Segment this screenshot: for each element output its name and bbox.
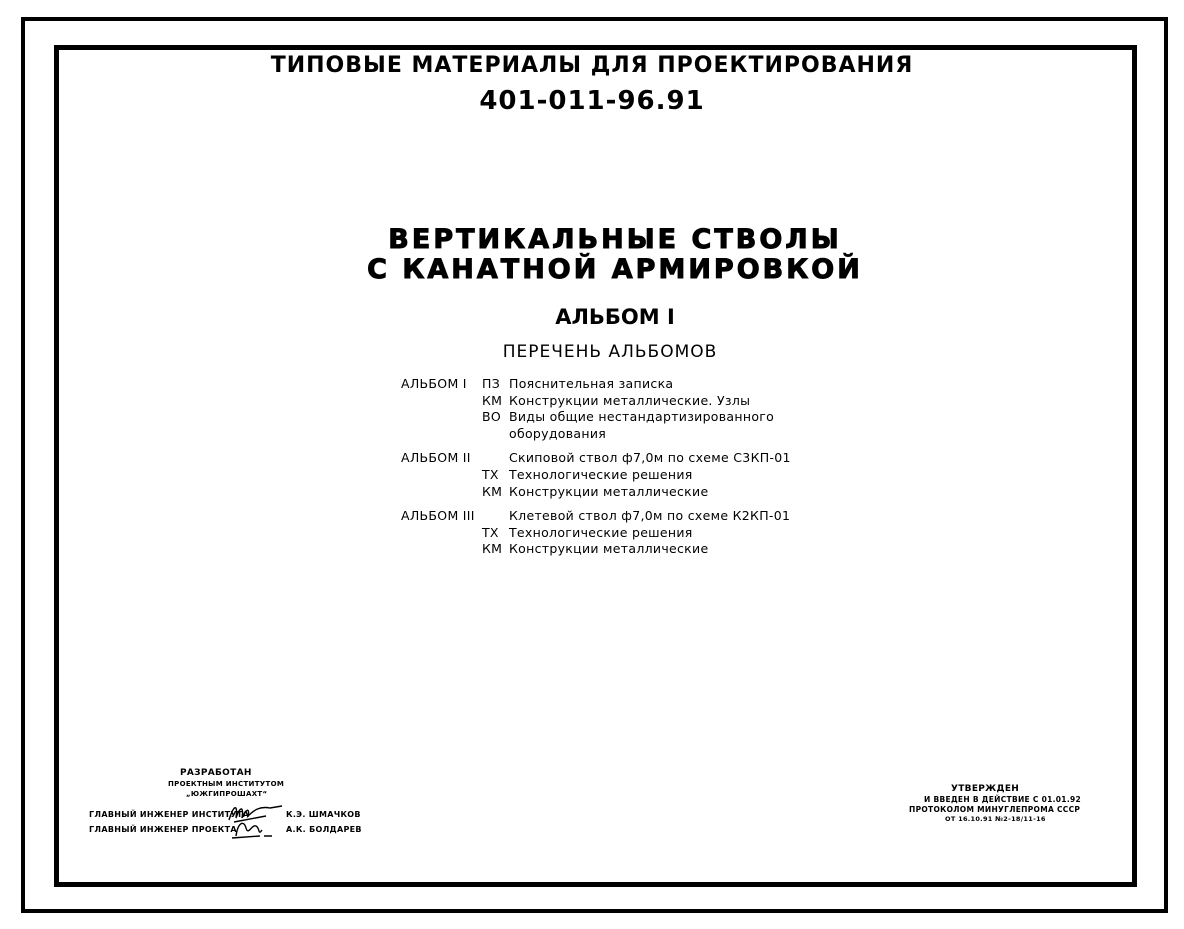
chief-project-name: А.К. БОЛДАРЕВ <box>286 825 362 834</box>
album-name: АЛЬБОМ I <box>401 376 467 391</box>
album-item-text: Пояснительная записка <box>509 376 674 391</box>
signature-boldarev <box>226 816 274 840</box>
inner-frame <box>54 45 1137 887</box>
developed-heading: РАЗРАБОТАН <box>180 768 252 778</box>
album-item-code: ТХ <box>482 467 499 482</box>
developed-institute-name: „ЮЖГИПРОШАХТ“ <box>186 790 268 798</box>
album-item-text: Технологические решения <box>509 525 693 540</box>
album-item-text: Виды общие нестандартизированного <box>509 409 775 424</box>
developed-institute-line: ПРОЕКТНЫМ ИНСТИТУТОМ <box>168 780 285 788</box>
album-item-text: Конструкции металлические <box>509 484 709 499</box>
approved-date: ОТ 16.10.91 №2-18/11-16 <box>945 815 1046 823</box>
chief-institute-label: ГЛАВНЫЙ ИНЖЕНЕР ИНСТИТУТА <box>89 810 250 819</box>
album-item-code: КМ <box>482 484 503 499</box>
album-item-code: КМ <box>482 541 503 556</box>
album-name: АЛЬБОМ II <box>401 450 471 465</box>
album-item-text: Скиповой ствол ф7,0м по схеме С3КП-01 <box>509 450 791 465</box>
document-title-line2: С КАНАТНОЙ АРМИРОВКОЙ <box>367 254 863 285</box>
album-item-text: оборудования <box>509 426 607 441</box>
series-code: 401-011-96.91 <box>479 86 705 116</box>
chief-project-label: ГЛАВНЫЙ ИНЖЕНЕР ПРОЕКТА <box>89 825 237 834</box>
album-item-text: Конструкции металлические <box>509 541 709 556</box>
series-heading: ТИПОВЫЕ МАТЕРИАЛЫ ДЛЯ ПРОЕКТИРОВАНИЯ <box>270 53 914 78</box>
album-item-text: Конструкции металлические. Узлы <box>509 393 751 408</box>
album-name: АЛЬБОМ III <box>401 508 475 523</box>
album-list-heading: ПЕРЕЧЕНЬ АЛЬБОМОВ <box>502 342 718 362</box>
album-item-code: ТХ <box>482 525 499 540</box>
document-title-line1: ВЕРТИКАЛЬНЫЕ СТВОЛЫ <box>388 224 842 255</box>
approved-heading: УТВЕРЖДЕН <box>951 784 1020 794</box>
album-item-code: ВО <box>482 409 502 424</box>
album-item-code: ПЗ <box>482 376 501 391</box>
approved-protocol: ПРОТОКОЛОМ МИНУГЛЕПРОМА СССР <box>909 805 1081 814</box>
album-item-code: КМ <box>482 393 503 408</box>
album-item-text: Клетевой ствол ф7,0м по схеме К2КП-01 <box>509 508 791 523</box>
chief-institute-name: К.Э. ШМАЧКОВ <box>286 810 361 819</box>
album-label: АЛЬБОМ I <box>555 305 675 329</box>
approved-effective: И ВВЕДЕН В ДЕЙСТВИЕ С 01.01.92 <box>924 795 1082 804</box>
album-item-text: Технологические решения <box>509 467 693 482</box>
